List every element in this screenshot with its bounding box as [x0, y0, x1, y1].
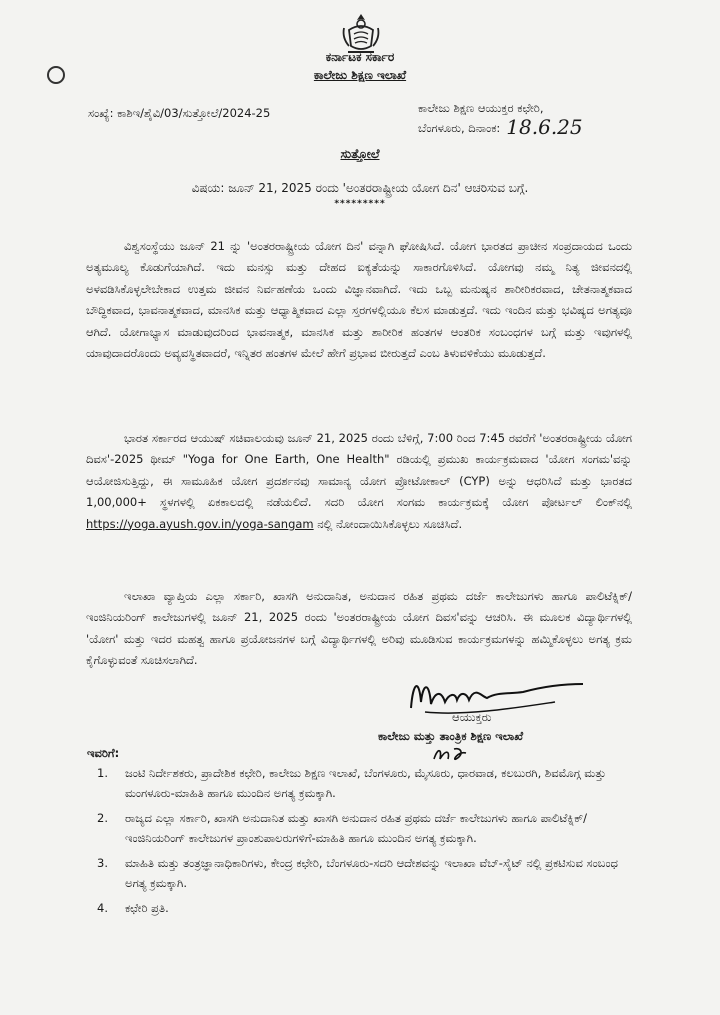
subject-line: ವಿಷಯ: ಜೂನ್ 21, 2025 ರಂದು 'ಅಂತರರಾಷ್ಟ್ರೀಯ ಯೋಗ ದಿನ' ಆಚರಿಸುವ ಬಗ್ಗೆ.: [191, 181, 529, 195]
list-item-text: ಮಾಹಿತಿ ಮತ್ತು ತಂತ್ರಜ್ಞಾನಾಧಿಕಾರಿಗಳು, ಕೇಂದ್ರ ಕಛೇರಿ, ಬೆಂಗಳೂರು-ಸದರಿ ಆದೇಶವನ್ನು ಇಲಾಖಾ ವೆಬ್-ಸೈಟ್ ನಲ್ಲಿ ಪ್ರಕಟಿಸುವ ಸಂಬಂಧ ಅಗತ್ಯ ಕ್ರಮಕ್ಕಾಗಿ.: [125, 856, 618, 890]
list-item-number: 2.: [97, 811, 108, 825]
list-item: [97, 764, 637, 803]
yoga-sangam-link[interactable]: https://yoga.ayush.gov.in/yoga-sangam: [86, 516, 314, 531]
handwritten-date: 18.6.25: [506, 115, 583, 139]
government-name: ಕರ್ನಾಟಕ ಸರ್ಕಾರ: [325, 50, 395, 64]
list-item-text: ರಾಜ್ಯದ ಎಲ್ಲಾ ಸರ್ಕಾರಿ, ಖಾಸಗಿ ಅನುದಾನಿತ ಮತ್ತು ಖಾಸಗಿ ಅನುದಾನ ರಹಿತ ಪ್ರಥಮ ದರ್ಜೆ ಕಾಲೇಜುಗಳು ಹಾಗೂ ಪಾಲಿಟೆಕ್ನಿಕ್/ಇಂಜಿನಿಯರಿಂಗ್ ಕಾಲೇಜುಗಳ ಪ್ರಾಂಶುಪಾಲರುಗಳಿಗೆ-ಮಾಹಿತಿ ಹಾಗೂ ಮುಂದಿನ ಅಗತ್ಯ ಕ್ರಮಕ್ಕಾಗಿ.: [125, 811, 588, 845]
handwritten-initials: [432, 745, 470, 763]
paragraph-yoga-intro: ವಿಶ್ವಸಂಸ್ಥೆಯು ಜೂನ್ 21 ನ್ನು 'ಅಂತರರಾಷ್ಟ್ರೀಯ ಯೋಗ ದಿನ' ವನ್ನಾಗಿ ಘೋಷಿಸಿದೆ. ಯೋಗ ಭಾರತದ ಪ್ರಾಚೀನ ಸಂಪ್ರದಾಯದ ಒಂದು ಅತ್ಯಮೂಲ್ಯ ಕೊಡುಗೆಯಾಗಿದೆ. ಇದು ಮನಸ್ಸು ಮತ್ತು ದೇಹದ ಐಕ್ಯತೆಯನ್ನು ಸಾಕಾರಗೊಳಿಸಿದೆ. ಯೋಗವು ನಮ್ಮ ನಿತ್ಯ ಜೀವನದಲ್ಲಿ ಅಳವಡಿಸಿಕೊಳ್ಳಲೇಬೇಕಾದ ಉತ್ತಮ ಜೀವನ ನಿರ್ವಹಣೆಯ ಒಂದು ವಿಜ್ಞಾನವಾಗಿದೆ. ಇದು ಒಬ್ಬ ಮನುಷ್ಯನ ಶಾರೀರಿಕರವಾದ, ಚೇತನಾತ್ಮಕವಾದ ಬೌದ್ಧಿಕವಾದ, ಭಾವನಾತ್ಮಕವಾದ, ಮಾನಸಿಕ ಮತ್ತು ಆಧ್ಯಾತ್ಮಿಕವಾದ ಎಲ್ಲಾ ಸ್ತರಗಳಲ್ಲಿಯೂ ಕೆಲಸ ಮಾಡುತ್ತದೆ. ಇದು ಇಂದಿನ ಮತ್ತು ಭವಿಷ್ಯದ ಅಗತ್ಯವೂ ಆಗಿದೆ. ಯೋಗಾಭ್ಯಾಸ ಮಾಡುವುದರಿಂದ ಭಾವನಾತ್ಮಕ, ಮಾನಸಿಕ ಮತ್ತು ಶಾರೀರಿಕ ಹಂತಗಳ ಆಂತರಿಕ ಸಂಬಂಧಗಳ ಬಗ್ಗೆ ಮತ್ತು ಇವುಗಳಲ್ಲಿ ಯಾವುದಾದರೊಂದು ಅವ್ಯವಸ್ಥಿತವಾದರೆ, ಇನ್ನಿತರ ಹಂತಗಳ ಮೇಲೆ ಹೇಗೆ ಪ್ರಭಾವ ಬೀರುತ್ತದೆ ಎಂಬ ತಿಳುವಳಿಕೆಯು ಮೂಡುತ್ತದೆ.: [86, 239, 632, 361]
paragraph-instruction: ಇಲಾಖಾ ವ್ಯಾಪ್ತಿಯ ಎಲ್ಲಾ ಸರ್ಕಾರಿ, ಖಾಸಗಿ ಅನುದಾನಿತ, ಅನುದಾನ ರಹಿತ ಪ್ರಥಮ ದರ್ಜೆ ಕಾಲೇಜುಗಳು ಹಾಗೂ ಪಾಲಿಟೆಕ್ನಿಕ್/ಇಂಜಿನಿಯರಿಂಗ್ ಕಾಲೇಜುಗಳಲ್ಲಿ ಜೂನ್ 21, 2025 ರಂದು 'ಅಂತರರಾಷ್ಟ್ರೀಯ ಯೋಗ ದಿವಸ'ವನ್ನು ಆಚರಿಸಿ. ಈ ಮೂಲಕ ವಿದ್ಯಾರ್ಥಿಗಳಲ್ಲಿ 'ಯೋಗ' ಮತ್ತು ಇದರ ಮಹತ್ವ ಹಾಗೂ ಪ್ರಯೋಜನಗಳ ಬಗ್ಗೆ ವಿದ್ಯಾರ್ಥಿಗಳಲ್ಲಿ ಅರಿವು ಮೂಡಿಸುವ ಕಾರ್ಯಕ್ರಮಗಳನ್ನು ಹಮ್ಮಿಕೊಳ್ಳಲು ಅಗತ್ಯ ಕ್ರಮ ಕೈಗೊಳ್ಳುವಂತೆ ಸೂಚಿಸಲಾಗಿದೆ.: [86, 589, 632, 668]
office-address: [418, 99, 583, 138]
paragraph-ayush-tail: ನಲ್ಲಿ ನೋಂದಾಯಿಸಿಕೊಳ್ಳಲು ಸೂಚಿಸಿದೆ.: [317, 516, 463, 531]
list-item-number: 1.: [97, 766, 108, 780]
recipients-label: ಇವರಿಗೆ:: [87, 746, 120, 760]
list-item: [97, 854, 637, 893]
office-name: ಕಾಲೇಜು ಶಿಕ್ಷಣ ಆಯುಕ್ತರ ಕಛೇರಿ,: [418, 101, 544, 115]
list-item-text: ಜಂಟಿ ನಿರ್ದೇಶಕರು, ಪ್ರಾದೇಶಿಕ ಕಛೇರಿ, ಕಾಲೇಜು ಶಿಕ್ಷಣ ಇಲಾಖೆ, ಬೆಂಗಳೂರು, ಮೈಸೂರು, ಧಾರವಾಡ, ಕಲಬುರಗಿ, ಶಿವಮೊಗ್ಗ ಮತ್ತು ಮಂಗಳೂರು-ಮಾಹಿತಿ ಹಾಗೂ ಮುಂದಿನ ಅಗತ್ಯ ಕ್ರಮಕ್ಕಾಗಿ.: [125, 766, 606, 800]
paragraph-ayush-text: ಭಾರತ ಸರ್ಕಾರದ ಆಯುಷ್ ಸಚಿವಾಲಯವು ಜೂನ್ 21, 2025 ರಂದು ಬೆಳಿಗ್ಗೆ, 7:00 ರಿಂದ 7:45 ರವರೆಗೆ 'ಅಂತರರಾಷ್ಟ್ರೀಯ ಯೋಗ ದಿವಸ'-2025 ಥೀಮ್ "Yoga for One Earth, One Health" ರಡಿಯಲ್ಲಿ ಪ್ರಮುಖ ಕಾರ್ಯಕ್ರಮವಾದ 'ಯೋಗ ಸಂಗಮ'ವನ್ನು ಆಯೋಜಿಸುತ್ತಿದ್ದು, ಈ ಸಾಮೂಹಿಕ ಯೋಗ ಪ್ರದರ್ಶನವು ಸಾಮಾನ್ಯ ಯೋಗ ಪ್ರೋಟೋಕಾಲ್ (CYP) ಅನ್ನು ಆಧರಿಸಿದೆ ಮತ್ತು ಭಾರತದ 1,00,000+ ಸ್ಥಳಗಳಲ್ಲಿ ಏಕಕಾಲದಲ್ಲಿ ನಡೆಯಲಿದೆ. ಸದರಿ ಯೋಗ ಸಂಗಮ ಕಾರ್ಯಕ್ರಮಕ್ಕೆ ಯೋಗ ಪೋರ್ಟಲ್ ಲಿಂಕ್‌ನಲ್ಲಿ: [86, 431, 632, 510]
recipients-list: [97, 764, 637, 925]
commissioner-signature: [405, 672, 605, 722]
department-name: ಕಾಲೇಜು ಶಿಕ್ಷಣ ಇಲಾಖೆ: [313, 68, 407, 82]
circular-title: ಸುತ್ತೋಲೆ: [340, 146, 380, 161]
separator-stars: *********: [334, 199, 386, 209]
reference-number: ಸಂಖ್ಯೆ: ಕಾಶಿಇ/ಶೈವಿ/03/ಸುತ್ತೋಲೆ/2024-25: [88, 106, 271, 120]
list-item-text: ಕಛೇರಿ ಪ್ರತಿ.: [125, 901, 169, 915]
list-item-number: 4.: [97, 901, 108, 915]
signatory-department: ಕಾಲೇಜು ಮತ್ತು ತಾಂತ್ರಿಕ ಶಿಕ್ಷಣ ಇಲಾಖೆ: [378, 729, 524, 743]
place-date: [418, 115, 583, 139]
list-item: [97, 809, 637, 848]
place-date-label: ಬೆಂಗಳೂರು, ದಿನಾಂಕ:: [418, 121, 501, 135]
signatory-title: ಆಯುಕ್ತರು: [452, 710, 492, 724]
paragraph-ayush-event: [86, 428, 632, 535]
list-item-number: 3.: [97, 856, 108, 870]
list-item: [97, 899, 637, 919]
